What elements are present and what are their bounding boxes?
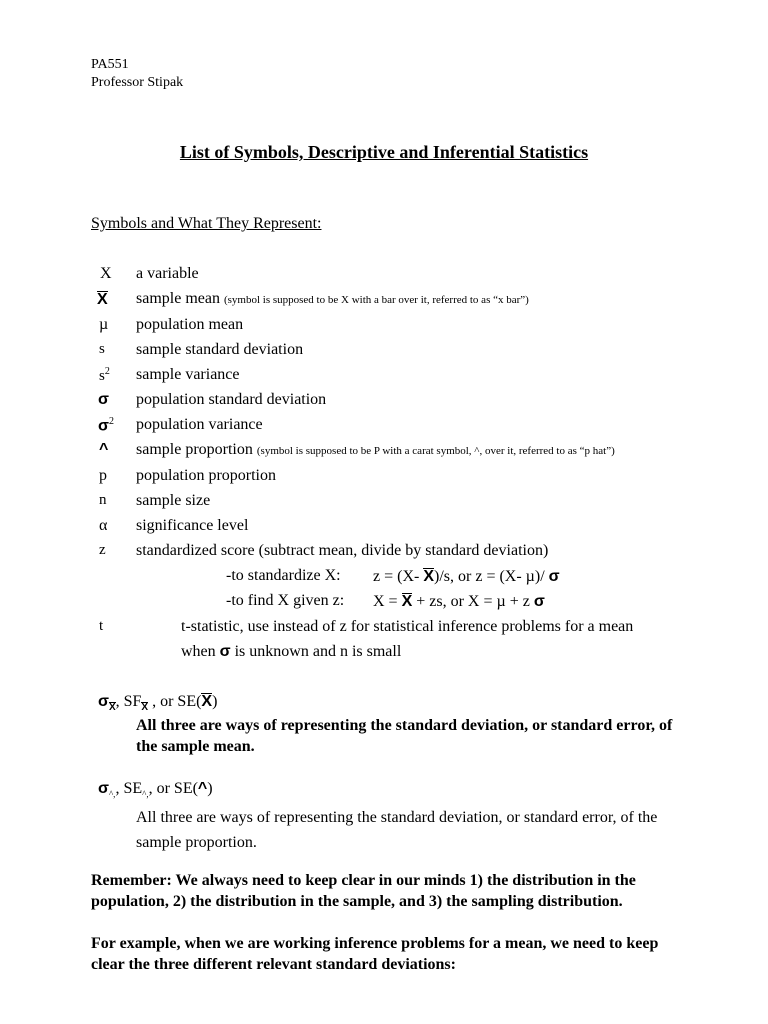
- def-sample-variance: sample variance: [136, 366, 240, 383]
- note-p-hat: (symbol is supposed to be P with a carat symbol, ^, over it, referred to as “p hat”): [256, 445, 615, 457]
- def-t-statistic-cont: when σ is unknown and n is small: [181, 643, 402, 660]
- def-population-proportion: population proportion: [136, 467, 276, 484]
- section-heading: Symbols and What They Represent:: [91, 215, 322, 232]
- standardize-label: -to standardize X:: [226, 567, 341, 584]
- symbol-alpha: α: [99, 517, 108, 534]
- standardize-formula: z = (X- X)/s, or z = (X- µ)/ σ: [373, 568, 560, 585]
- symbol-z: z: [99, 542, 106, 558]
- symbol-sigma-squared: $\sigma^2$: [98, 416, 114, 435]
- symbol-s: s: [99, 341, 105, 357]
- se-prop-text: All three are ways of representing the standard deviation, or standard error, of the sample proportion.: [136, 809, 658, 851]
- se-mean-text: All three are ways of representing the standard deviation, or standard error, of the sample mean.: [136, 717, 673, 755]
- def-sample-sd: sample standard deviation: [136, 341, 304, 358]
- symbol-p-hat: ^: [99, 441, 109, 458]
- find-x-formula: X = X + zs, or X = µ + z σ: [373, 593, 545, 610]
- example-paragraph: For example, when we are working inference problems for a mean, we need to keep clear the three different relevant standard deviations:: [91, 935, 659, 973]
- def-variable: a variable: [136, 265, 199, 282]
- course-code: PA551: [91, 57, 129, 72]
- professor-name: Professor Stipak: [91, 75, 184, 90]
- def-population-variance: population variance: [136, 416, 263, 433]
- symbol-t: t: [99, 618, 104, 634]
- symbol-mu: µ: [99, 316, 109, 333]
- symbol-s-squared: $s^2$: [99, 366, 110, 384]
- symbol-x: X: [100, 265, 112, 282]
- def-sample-proportion: sample proportion (symbol is supposed to be P with a carat symbol, ^, over it, referred to as “p hat”): [136, 441, 615, 458]
- def-sample-mean: sample mean (symbol is supposed to be X with a bar over it, referred to as “x bar”): [136, 290, 529, 307]
- se-prop-label: $\sigma_{\^{},}$, $SE_{\^{},}$, or SE(^): [98, 780, 213, 800]
- note-x-bar: (symbol is supposed to be X with a bar over it, referred to as “x bar”): [223, 294, 529, 306]
- symbol-n: n: [99, 492, 107, 508]
- se-mean-label: $\sigma_X$, $SF_X$ , or SE(X): [98, 693, 218, 714]
- symbol-x-bar: X: [97, 291, 108, 308]
- def-significance-level: significance level: [136, 517, 249, 534]
- def-sample-size: sample size: [136, 492, 211, 509]
- symbol-p: p: [99, 467, 107, 484]
- symbol-sigma: σ: [98, 391, 109, 408]
- def-t-statistic: t-statistic, use instead of z for statistical inference problems for a mean: [181, 618, 634, 635]
- def-population-mean: population mean: [136, 316, 244, 333]
- find-x-label: -to find X given z:: [226, 592, 345, 609]
- page-title: List of Symbols, Descriptive and Inferential Statistics: [179, 142, 589, 162]
- remember-paragraph: Remember: We always need to keep clear in our minds 1) the distribution in the population, 2) the distribution in the sample, and 3) the sampling distribution.: [91, 872, 636, 910]
- def-standardized-score: standardized score (subtract mean, divide by standard deviation): [136, 542, 549, 559]
- def-population-sd: population standard deviation: [136, 391, 327, 408]
